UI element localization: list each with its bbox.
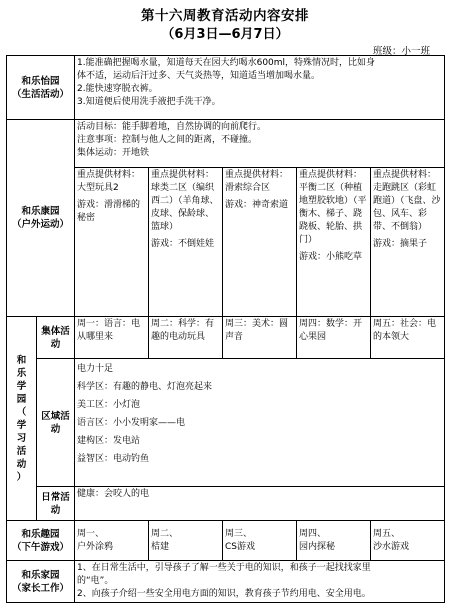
group-thu: 周四：数学：开心果园 — [297, 317, 371, 359]
group-fri: 周五：社会：电的本领大 — [371, 317, 445, 359]
play-mon: 周一、 户外涂鸦 — [75, 521, 149, 561]
area-line: 科学区：有趣的静电、灯泡亮起来 — [77, 382, 213, 392]
learning-group-row — [7, 317, 445, 359]
area-line: 电力十足 — [77, 364, 114, 374]
learning-header: 和乐学园（学习活动） — [7, 317, 37, 521]
class-label: 班级：小一班 — [372, 46, 430, 57]
area-activity-label: 区域活动 — [37, 359, 75, 487]
family-line: 1、在日常生活中，引导孩子了解一些关于电的知识，和孩子一起找找家里 — [77, 563, 371, 573]
family-row — [7, 561, 445, 603]
outdoor-zone-4: 重点提供材料：平衡二区（种植地塑胶软地）（平衡木、梯子、跷跷板、轮胎、拱门） 游戏：小熊吃草 — [297, 168, 371, 317]
family-content — [75, 561, 445, 603]
outdoor-goal — [75, 120, 445, 168]
date-range: （6月3日—6月7日） — [161, 27, 289, 42]
play-thu: 周四、 园内探秘 — [297, 521, 371, 561]
learning-daily-row — [7, 487, 445, 521]
outdoor-header: 和乐康园 （户外运动） — [7, 120, 75, 317]
family-line: 的“电”。 — [77, 576, 114, 586]
play-wed: 周三、 CS游戏 — [223, 521, 297, 561]
daily-content: 健康：会咬人的电 — [75, 487, 445, 521]
area-line: 语言区：小小发明家——电 — [77, 418, 186, 428]
learning-area-row — [7, 359, 445, 487]
family-line: 2、向孩子介绍一些安全用电方面的知识，教育孩子节约用电、安全用电。 — [77, 589, 371, 599]
area-line: 建构区：发电站 — [77, 436, 141, 446]
family-header: 和乐家园 （家长工作） — [7, 561, 75, 603]
life-line: 1.能准确把握喝水量，知道每天在园大约喝水600ml，特殊情况时，比如身 — [77, 58, 376, 68]
life-line: 2.能快速穿脱衣裤。 — [77, 84, 158, 94]
group-mon: 周一：语言：电从哪里来 — [75, 317, 149, 359]
outdoor-goal-text: 活动目标：能手脚着地，自然协调的向前爬行。 — [77, 122, 267, 132]
play-tue: 周二、 桔建 — [149, 521, 223, 561]
area-line: 益智区：电动钓鱼 — [77, 454, 150, 464]
life-content — [75, 56, 445, 120]
area-line: 美工区：小灯泡 — [77, 400, 141, 410]
group-activity-label: 集体活动 — [37, 317, 75, 359]
area-content — [75, 359, 445, 487]
page-title: 第十六周教育活动内容安排 — [141, 8, 309, 24]
outdoor-zone-2: 重点提供材料：球类二区（编织西二）（羊角球、皮球、保龄球、篮球） 游戏：不倒娃娃 — [149, 168, 223, 317]
life-line: 3.知道便后使用洗手液把手洗干净。 — [77, 97, 221, 107]
play-fri: 周五、 沙水游戏 — [371, 521, 445, 561]
group-wed: 周三：美术：圆声音 — [223, 317, 297, 359]
outdoor-note: 注意事项：控制与他人之间的距离，不碰撞。 — [77, 135, 258, 145]
daily-activity-label: 日常活动 — [37, 487, 75, 521]
play-row — [7, 521, 445, 561]
schedule-table — [6, 55, 445, 603]
life-row — [7, 56, 445, 120]
outdoor-zone-5: 重点提供材料：走跑跳区（彩虹跑道）（飞盘、沙包、风车、彩带、不倒翁） 游戏：摘果子 — [371, 168, 445, 317]
outdoor-group: 集体运动：开地铁 — [77, 148, 150, 158]
group-tue: 周二：科学：有趣的电动玩具 — [149, 317, 223, 359]
life-line: 体不适，运动后汗过多、天气炎热等，知道适当增加喝水量。 — [77, 71, 321, 81]
life-header: 和乐怡园 （生活活动） — [7, 56, 75, 120]
outdoor-zone-1: 重点提供材料：大型玩具2 游戏：滑滑梯的秘密 — [75, 168, 149, 317]
outdoor-zone-3: 重点提供材料：滑索综合区 游戏：神奇索道 — [223, 168, 297, 317]
play-header: 和乐趣园 （下午游戏） — [7, 521, 75, 561]
outdoor-goal-row — [7, 120, 445, 168]
